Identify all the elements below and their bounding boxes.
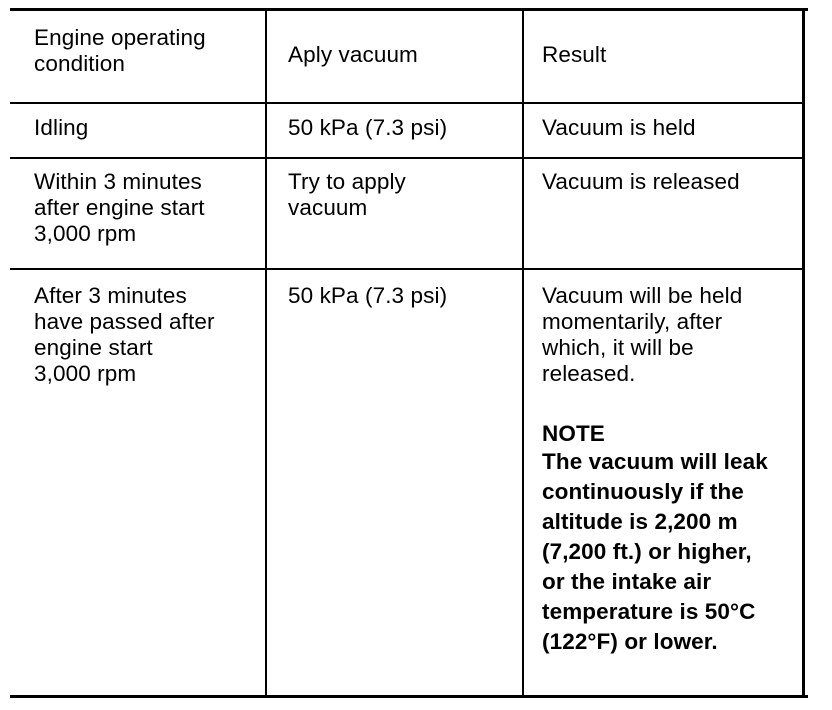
column-divider	[522, 11, 524, 695]
row-after-3min-result: Vacuum will be held momentarily, after which, it will be released.	[542, 283, 743, 386]
row-after-3min-vacuum: 50 kPa (7.3 psi)	[288, 283, 448, 308]
row-after-3min-condition: After 3 minutes have passed after engine start 3,000 rpm	[34, 283, 215, 386]
header-engine-condition: Engine operating condition	[34, 25, 206, 76]
column-divider	[265, 11, 267, 695]
table-right-border	[802, 11, 805, 695]
row-within-3min-condition: Within 3 minutes after engine start 3,000 rpm	[34, 169, 205, 246]
row-idling-result: Vacuum is held	[542, 115, 696, 140]
note-title: NOTE	[542, 421, 605, 446]
row-within-3min-vacuum: Try to apply vacuum	[288, 169, 406, 220]
row-idling-vacuum: 50 kPa (7.3 psi)	[288, 115, 448, 140]
note-block: NOTE The vacuum will leak continuously if the altitude is 2,200 m (7,200 ft.) or higher, or the intake air temperature is 50°C (122°F) or lower.	[542, 421, 768, 654]
header-apply-vacuum: Aply vacuum	[288, 42, 418, 67]
row-divider	[10, 268, 805, 270]
row-divider	[10, 157, 805, 159]
row-divider	[10, 102, 805, 104]
vacuum-test-table	[10, 8, 808, 698]
row-within-3min-result: Vacuum is released	[542, 169, 740, 194]
header-result: Result	[542, 42, 607, 67]
row-idling-condition: Idling	[34, 115, 89, 140]
